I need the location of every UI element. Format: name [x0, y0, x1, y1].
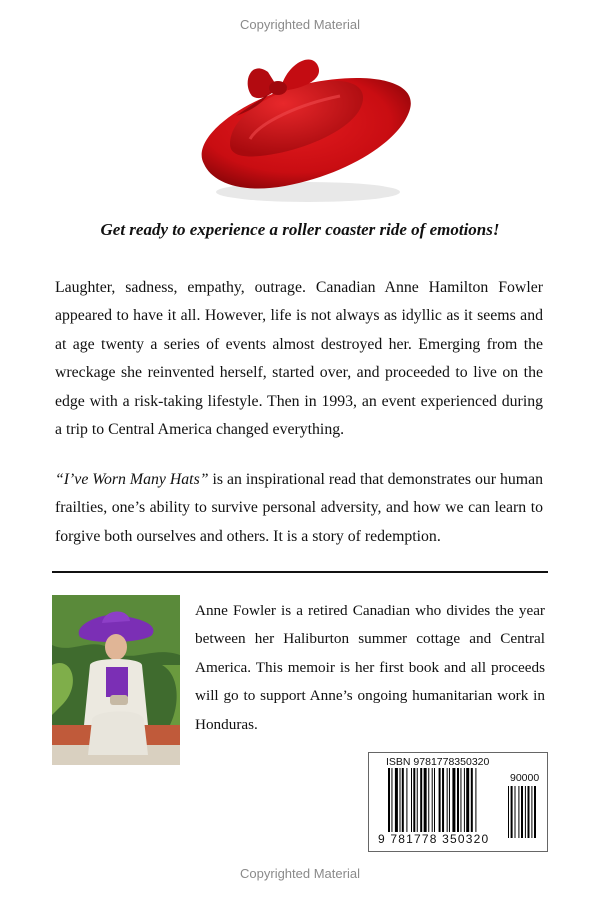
price-barcode-bar [508, 786, 509, 838]
barcode-bar [406, 768, 407, 832]
price-barcode-bar [528, 786, 530, 838]
barcode-bar [395, 768, 398, 832]
price-barcode-bar [534, 786, 536, 838]
barcode-bar [411, 768, 412, 832]
tagline: Get ready to experience a roller coaster ride of emotions! [100, 220, 500, 239]
barcode-bar [434, 768, 435, 832]
barcode-bar [471, 768, 473, 838]
barcode-bar [417, 768, 418, 832]
price-barcode-bar [511, 786, 513, 838]
barcode-bar [447, 768, 448, 832]
barcode-bar [400, 768, 401, 832]
barcode-digits: 9 781778 350320 [378, 832, 490, 846]
section-divider [52, 571, 548, 573]
barcode-bar [460, 768, 461, 832]
barcode-bar [449, 768, 450, 832]
price-barcode-bar [518, 786, 519, 838]
barcode-bar [388, 768, 390, 838]
description-paragraph-2-text: is an inspirational read that demonstrates our human frailties, one’s ability to survive personal adversity, and how we can learn to forgive both ourselves and others. It is a story of redemption. [55, 471, 544, 545]
price-barcode-bar [521, 786, 523, 838]
author-bio: Anne Fowler is a retired Canadian who divides the year between her Haliburton summer cottage and Central America. This memoir is her first book and all proceeds will go to support Anne’s ongoing humanitarian work in Honduras. [195, 602, 545, 733]
barcode-bar [464, 768, 465, 832]
barcode-bar [442, 768, 444, 832]
description-paragraph-1: Laughter, sadness, empathy, outrage. Canadian Anne Hamilton Fowler appeared to have it all. However, life is not always as idyllic as it seems and at age twenty a series of events almost destroyed her. Emerging from the wreckage she reinvented herself, started over, and proceeded to live on the edge with a risk-taking lifestyle. Then in 1993, an event experienced during a trip to Central America changed everything. [55, 279, 543, 439]
copyright-watermark-top: Copyrighted Material [240, 17, 360, 32]
bow-knot [269, 81, 287, 95]
isbn-label: ISBN 9781778350320 [386, 756, 490, 768]
author-photo [52, 595, 180, 765]
barcode-bar [391, 768, 392, 838]
price-code: 90000 [510, 772, 540, 784]
barcode-bar [475, 768, 476, 838]
barcode-bar [432, 768, 433, 832]
book-title: “I’ve Worn Many Hats” [55, 471, 209, 488]
barcode-bar [402, 768, 404, 832]
barcode-bar [452, 768, 455, 832]
description-paragraph-2 [55, 466, 543, 551]
barcode-bar [428, 768, 429, 832]
barcode-bar [466, 768, 469, 832]
barcode-bar [420, 768, 422, 832]
price-barcode-bar [515, 786, 516, 838]
price-barcode-bar [525, 786, 526, 838]
barcode-bar [413, 768, 415, 832]
red-hat-illustration [190, 44, 420, 204]
barcode-bar [457, 768, 459, 832]
price-barcode-bar [531, 786, 532, 838]
barcode-bar [424, 768, 427, 832]
copyright-watermark-bottom: Copyrighted Material [240, 866, 360, 881]
barcode-bar [439, 768, 441, 832]
